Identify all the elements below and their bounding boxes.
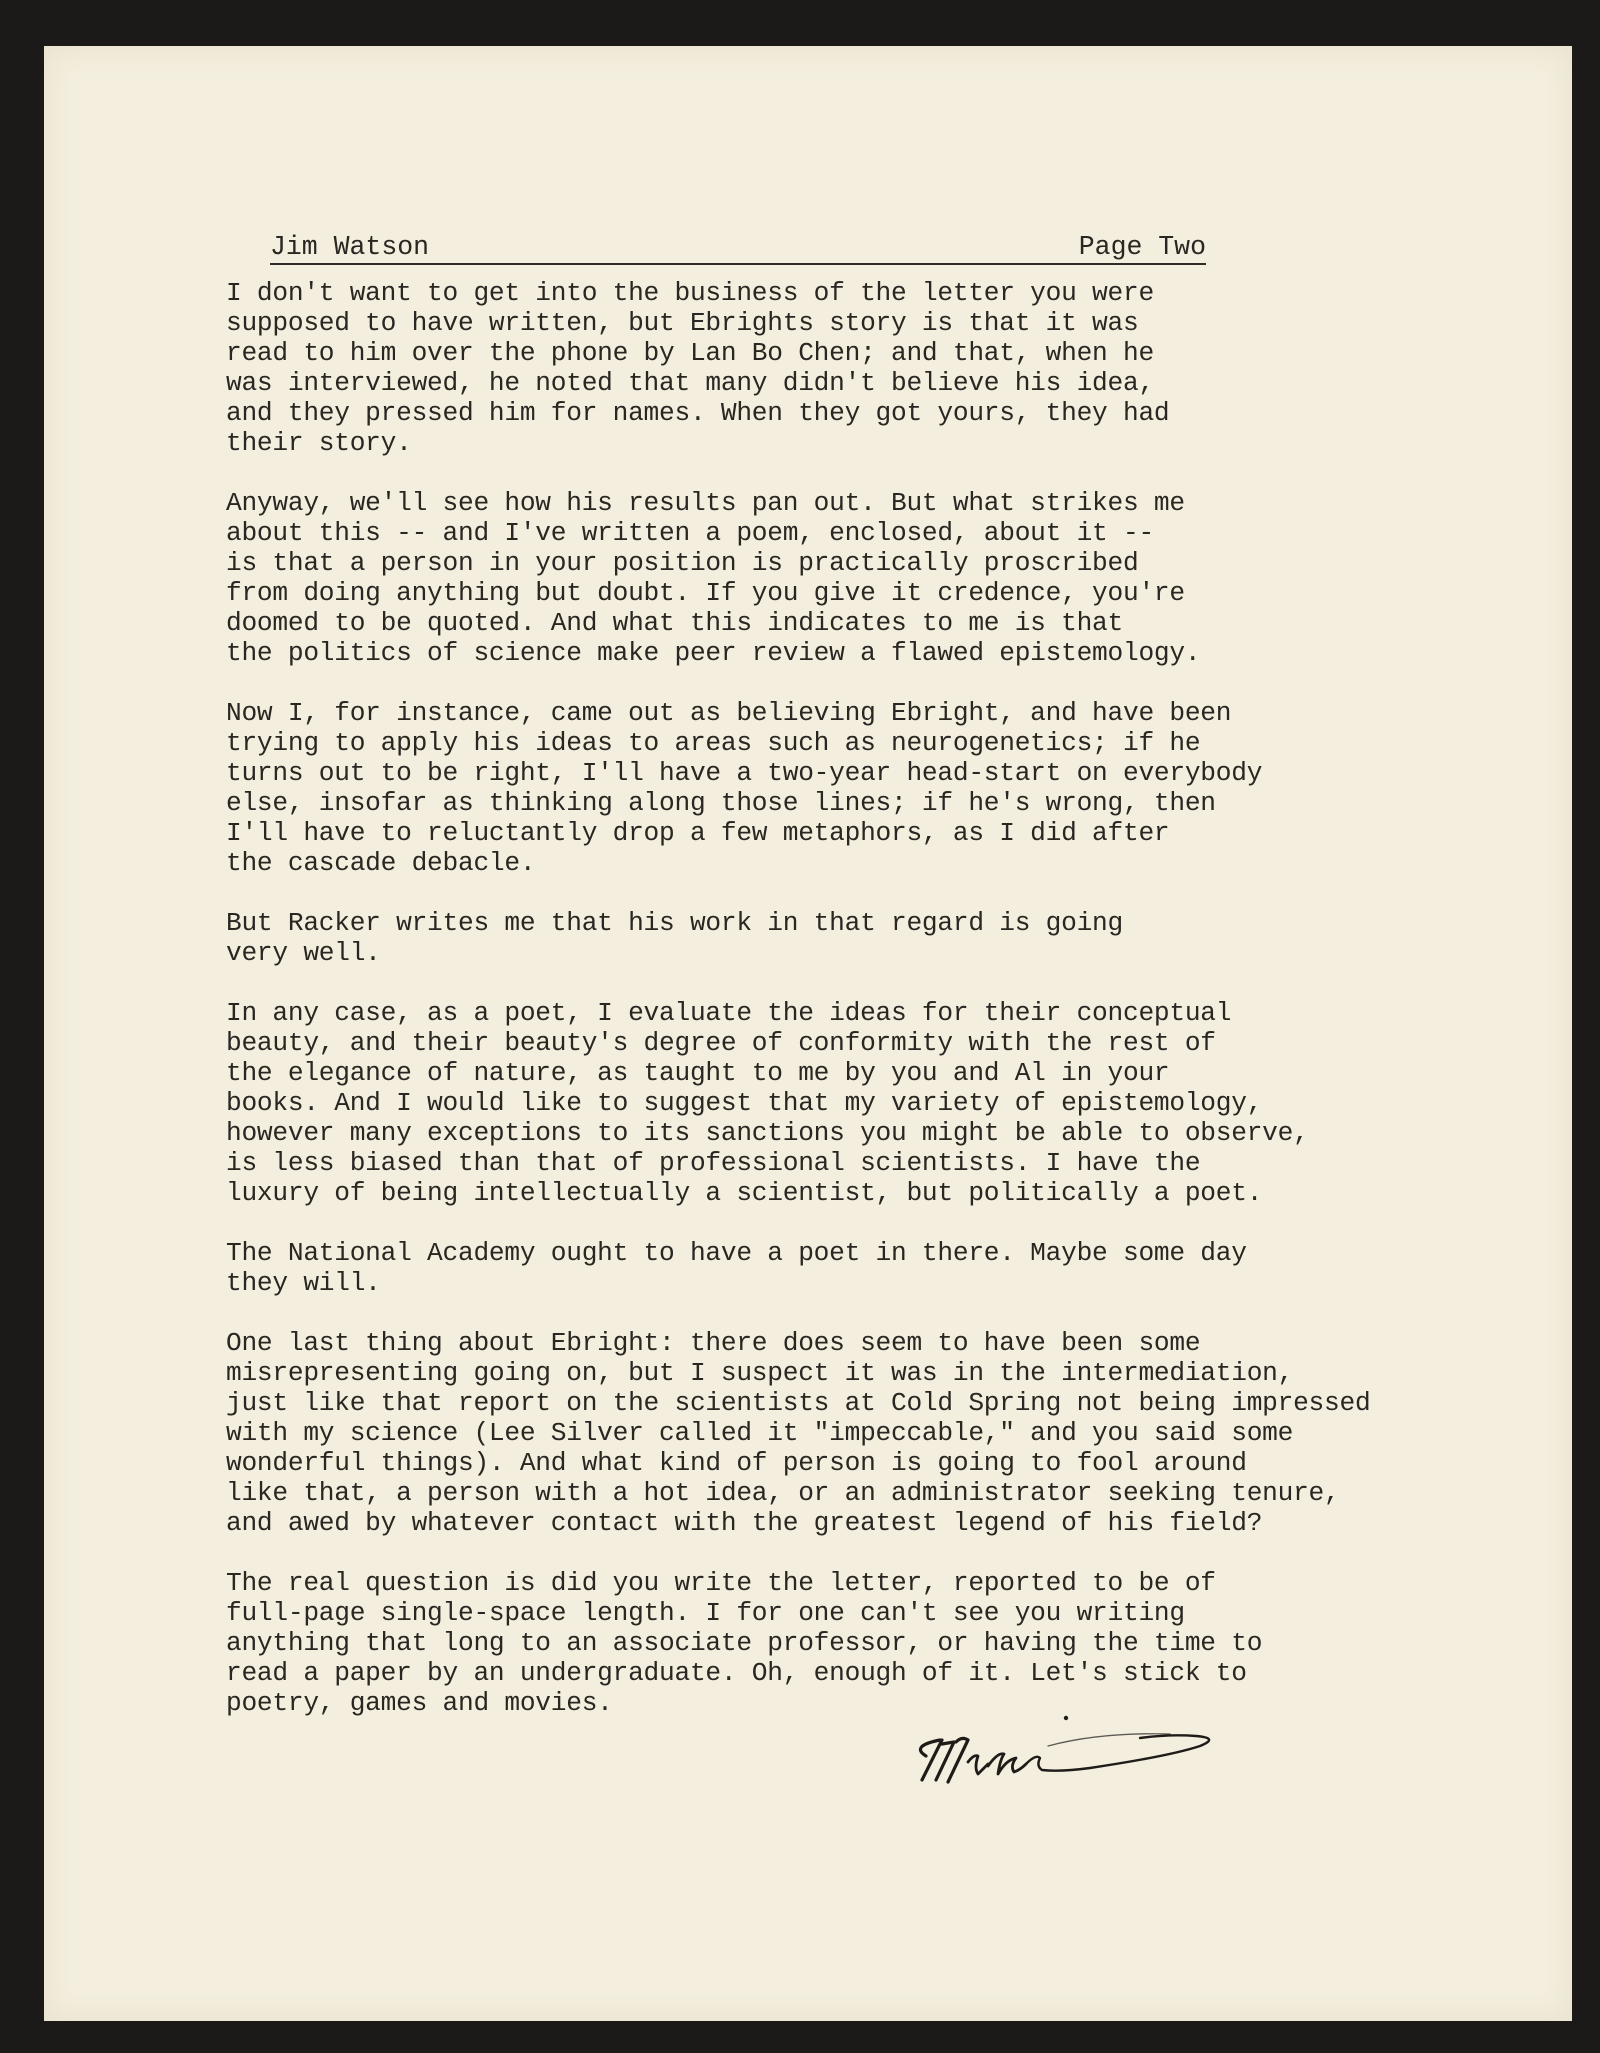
paragraph: The real question is did you write the letter, reported to be of full-page single-space length. I for one can't see you writing anything that long to an associate professor, or having the time to read a paper by an undergraduate. Oh, enough of it. Let's stick to poetry, games and movies. bbox=[226, 1568, 1263, 1718]
page-header bbox=[270, 232, 1206, 265]
letter-body bbox=[226, 278, 1406, 1748]
paragraph: I don't want to get into the business of the letter you were supposed to have written, but Ebrights story is that it was read to him over the phone by Lan Bo Chen; and that, when he was interviewed, he noted that many didn't believe his idea, and they pressed him for names. When they got yours, they had their story. bbox=[226, 278, 1170, 458]
header-page-number: Page Two bbox=[1078, 232, 1206, 262]
paragraph: The National Academy ought to have a poet in there. Maybe some day they will. bbox=[226, 1238, 1247, 1298]
paragraph: But Racker writes me that his work in that regard is going very well. bbox=[226, 908, 1123, 968]
paragraph: In any case, as a poet, I evaluate the ideas for their conceptual beauty, and their beauty's degree of conformity with the rest of the elegance of nature, as taught to me by you and Al in your books. And I would like to suggest that my variety of epistemology, however many exceptions to its sanctions you might be able to observe, is less biased than that of professional scientists. I have the luxury of being intellectually a scientist, but politically a poet. bbox=[226, 998, 1309, 1208]
paragraph: One last thing about Ebright: there does seem to have been some misrepresenting going on, but I suspect it was in the intermediation, just like that report on the scientists at Cold Spring not being impressed with my science (Lee Silver called it "impeccable," and you said some wonderful things). And what kind of person is going to fool around like that, a person with a hot idea, or an administrator seeking tenure, and awed by whatever contact with the greatest legend of his field? bbox=[226, 1328, 1371, 1538]
handwritten-signature bbox=[870, 1710, 1290, 1800]
header-recipient: Jim Watson bbox=[270, 232, 430, 262]
paragraph: Now I, for instance, came out as believing Ebright, and have been trying to apply his ideas to areas such as neurogenetics; if he turns out to be right, I'll have a two-year head-start on everybody else, insofar as thinking along those lines; if he's wrong, then I'll have to reluctantly drop a few metaphors, as I did after the cascade debacle. bbox=[226, 698, 1263, 878]
paragraph: Anyway, we'll see how his results pan out. But what strikes me about this -- and I've written a poem, enclosed, about it -- is that a person in your position is practically proscribed from doing anything but doubt. If you give it credence, you're doomed to be quoted. And what this indicates to me is that the politics of science make peer review a flawed epistemology. bbox=[226, 488, 1201, 668]
